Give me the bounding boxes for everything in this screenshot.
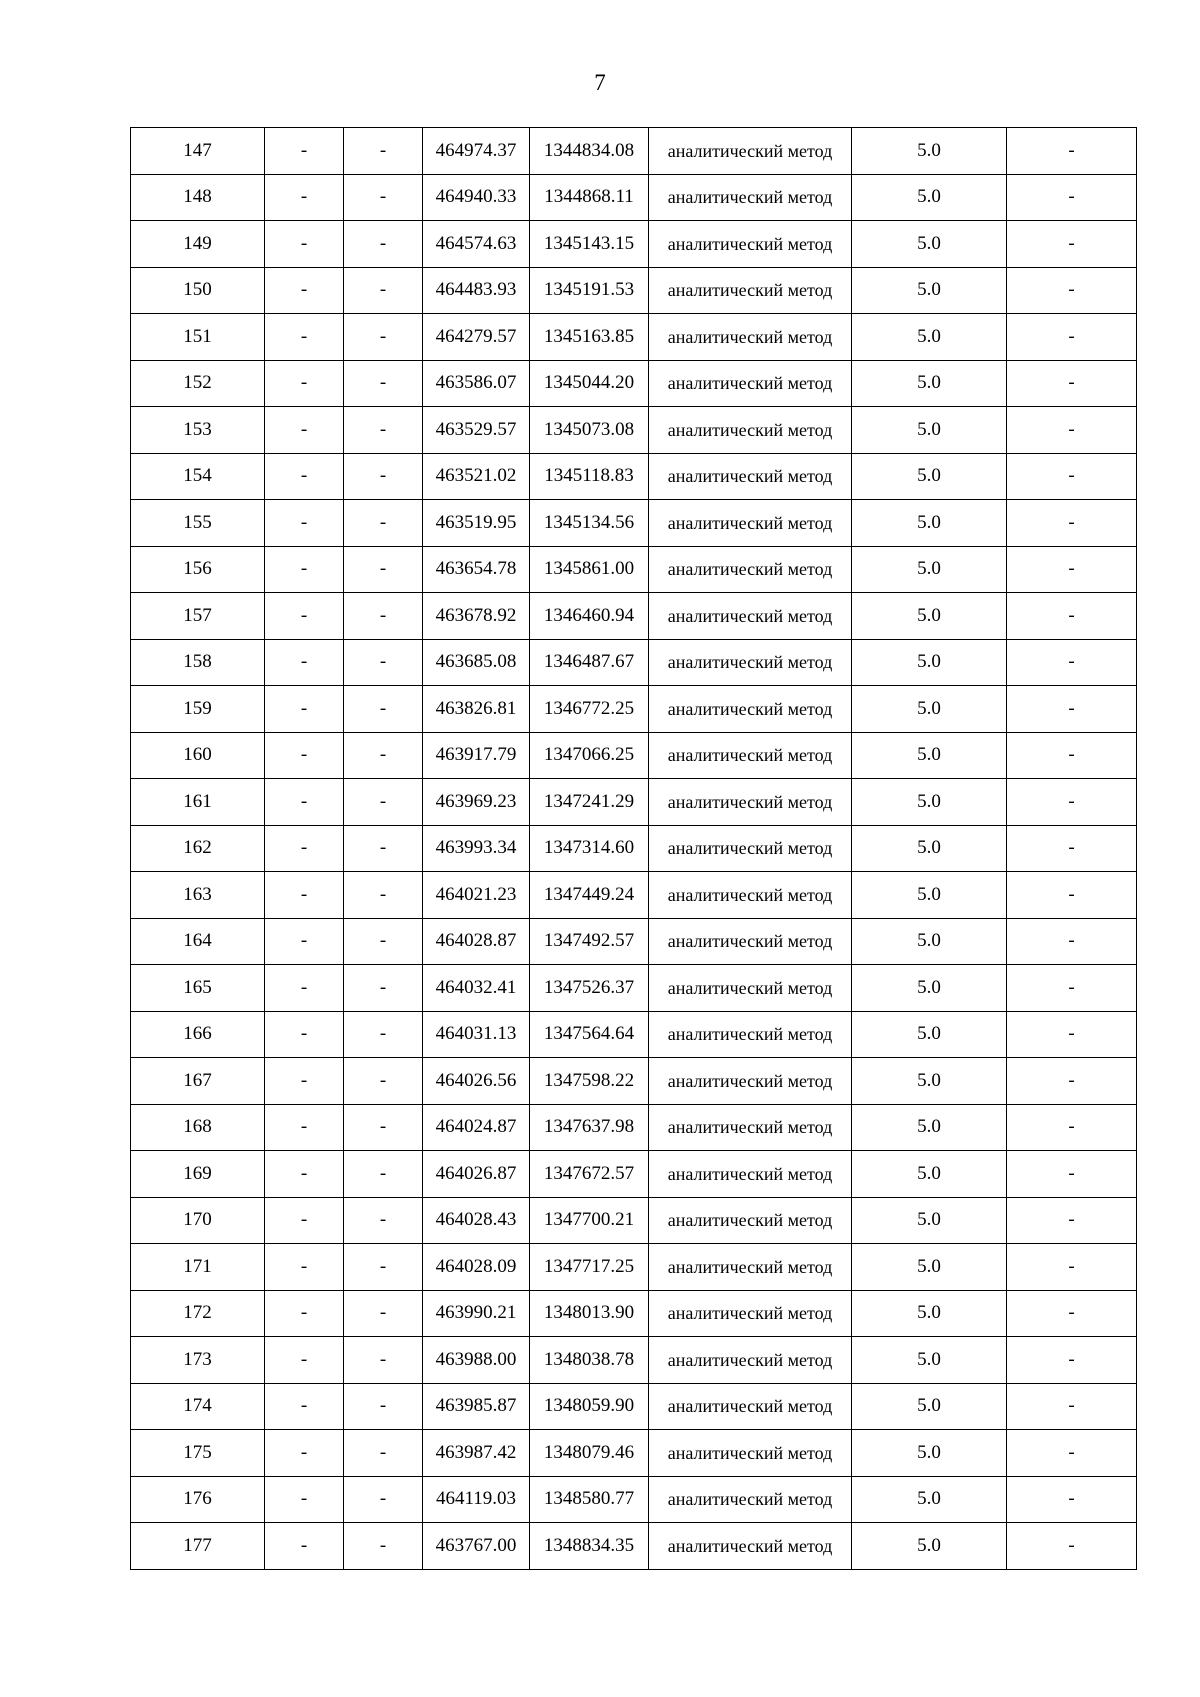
method-cell: аналитический метод (649, 825, 852, 872)
empty-column-2-cell: - (344, 267, 423, 314)
empty-column-2-cell: - (344, 1476, 423, 1523)
accuracy-cell: 5.0 (852, 360, 1007, 407)
empty-column-1-cell: - (265, 453, 344, 500)
y-coordinate-cell: 1345163.85 (530, 314, 649, 361)
y-coordinate-cell: 1345861.00 (530, 546, 649, 593)
empty-column-2-cell: - (344, 546, 423, 593)
empty-column-1-cell: - (265, 1151, 344, 1198)
empty-column-2-cell: - (344, 1058, 423, 1105)
method-cell: аналитический метод (649, 1430, 852, 1477)
table-row (131, 1337, 1137, 1384)
accuracy-cell: 5.0 (852, 639, 1007, 686)
empty-column-1-cell: - (265, 872, 344, 919)
note-cell: - (1007, 1011, 1137, 1058)
accuracy-cell: 5.0 (852, 267, 1007, 314)
point-number-cell: 176 (131, 1476, 265, 1523)
point-number-cell: 159 (131, 686, 265, 733)
method-cell: аналитический метод (649, 639, 852, 686)
table-row (131, 546, 1137, 593)
y-coordinate-cell: 1345073.08 (530, 407, 649, 454)
y-coordinate-cell: 1347564.64 (530, 1011, 649, 1058)
method-cell: аналитический метод (649, 267, 852, 314)
empty-column-2-cell: - (344, 779, 423, 826)
y-coordinate-cell: 1347526.37 (530, 965, 649, 1012)
point-number-cell: 177 (131, 1523, 265, 1570)
table-row (131, 686, 1137, 733)
point-number-cell: 151 (131, 314, 265, 361)
accuracy-cell: 5.0 (852, 1383, 1007, 1430)
empty-column-2-cell: - (344, 174, 423, 221)
table-row (131, 360, 1137, 407)
x-coordinate-cell: 464028.09 (423, 1244, 530, 1291)
point-number-cell: 170 (131, 1197, 265, 1244)
empty-column-1-cell: - (265, 1197, 344, 1244)
method-cell: аналитический метод (649, 1337, 852, 1384)
x-coordinate-cell: 463654.78 (423, 546, 530, 593)
table-row (131, 1197, 1137, 1244)
method-cell: аналитический метод (649, 593, 852, 640)
note-cell: - (1007, 1383, 1137, 1430)
method-cell: аналитический метод (649, 732, 852, 779)
y-coordinate-cell: 1347717.25 (530, 1244, 649, 1291)
note-cell: - (1007, 732, 1137, 779)
point-number-cell: 171 (131, 1244, 265, 1291)
table-row (131, 1383, 1137, 1430)
coordinates-table (130, 127, 1137, 1570)
point-number-cell: 155 (131, 500, 265, 547)
empty-column-1-cell: - (265, 1058, 344, 1105)
table-row (131, 1058, 1137, 1105)
empty-column-2-cell: - (344, 1337, 423, 1384)
method-cell: аналитический метод (649, 314, 852, 361)
point-number-cell: 162 (131, 825, 265, 872)
y-coordinate-cell: 1347449.24 (530, 872, 649, 919)
note-cell: - (1007, 1523, 1137, 1570)
method-cell: аналитический метод (649, 1476, 852, 1523)
empty-column-2-cell: - (344, 453, 423, 500)
point-number-cell: 164 (131, 918, 265, 965)
y-coordinate-cell: 1344868.11 (530, 174, 649, 221)
y-coordinate-cell: 1348580.77 (530, 1476, 649, 1523)
x-coordinate-cell: 463519.95 (423, 500, 530, 547)
empty-column-2-cell: - (344, 1104, 423, 1151)
x-coordinate-cell: 464574.63 (423, 221, 530, 268)
method-cell: аналитический метод (649, 1290, 852, 1337)
accuracy-cell: 5.0 (852, 1151, 1007, 1198)
note-cell: - (1007, 314, 1137, 361)
method-cell: аналитический метод (649, 1197, 852, 1244)
empty-column-1-cell: - (265, 825, 344, 872)
accuracy-cell: 5.0 (852, 1197, 1007, 1244)
table-row (131, 1430, 1137, 1477)
empty-column-1-cell: - (265, 407, 344, 454)
note-cell: - (1007, 872, 1137, 919)
note-cell: - (1007, 1197, 1137, 1244)
accuracy-cell: 5.0 (852, 1290, 1007, 1337)
note-cell: - (1007, 1244, 1137, 1291)
point-number-cell: 158 (131, 639, 265, 686)
note-cell: - (1007, 221, 1137, 268)
note-cell: - (1007, 174, 1137, 221)
empty-column-1-cell: - (265, 1244, 344, 1291)
table-row (131, 1290, 1137, 1337)
x-coordinate-cell: 464974.37 (423, 128, 530, 175)
accuracy-cell: 5.0 (852, 779, 1007, 826)
note-cell: - (1007, 453, 1137, 500)
table-row (131, 221, 1137, 268)
x-coordinate-cell: 463969.23 (423, 779, 530, 826)
note-cell: - (1007, 360, 1137, 407)
point-number-cell: 173 (131, 1337, 265, 1384)
point-number-cell: 153 (131, 407, 265, 454)
accuracy-cell: 5.0 (852, 1476, 1007, 1523)
note-cell: - (1007, 128, 1137, 175)
empty-column-1-cell: - (265, 639, 344, 686)
accuracy-cell: 5.0 (852, 1244, 1007, 1291)
y-coordinate-cell: 1347492.57 (530, 918, 649, 965)
note-cell: - (1007, 407, 1137, 454)
x-coordinate-cell: 463685.08 (423, 639, 530, 686)
table-row (131, 918, 1137, 965)
empty-column-2-cell: - (344, 686, 423, 733)
table-row (131, 1104, 1137, 1151)
empty-column-1-cell: - (265, 1430, 344, 1477)
method-cell: аналитический метод (649, 221, 852, 268)
accuracy-cell: 5.0 (852, 174, 1007, 221)
empty-column-1-cell: - (265, 779, 344, 826)
note-cell: - (1007, 267, 1137, 314)
x-coordinate-cell: 464021.23 (423, 872, 530, 919)
y-coordinate-cell: 1347314.60 (530, 825, 649, 872)
accuracy-cell: 5.0 (852, 314, 1007, 361)
accuracy-cell: 5.0 (852, 593, 1007, 640)
method-cell: аналитический метод (649, 1011, 852, 1058)
table-row (131, 314, 1137, 361)
method-cell: аналитический метод (649, 174, 852, 221)
y-coordinate-cell: 1345118.83 (530, 453, 649, 500)
method-cell: аналитический метод (649, 686, 852, 733)
point-number-cell: 154 (131, 453, 265, 500)
method-cell: аналитический метод (649, 965, 852, 1012)
method-cell: аналитический метод (649, 128, 852, 175)
empty-column-1-cell: - (265, 500, 344, 547)
note-cell: - (1007, 1290, 1137, 1337)
empty-column-1-cell: - (265, 1011, 344, 1058)
note-cell: - (1007, 593, 1137, 640)
empty-column-1-cell: - (265, 1337, 344, 1384)
y-coordinate-cell: 1347637.98 (530, 1104, 649, 1151)
empty-column-2-cell: - (344, 593, 423, 640)
method-cell: аналитический метод (649, 1104, 852, 1151)
method-cell: аналитический метод (649, 918, 852, 965)
empty-column-2-cell: - (344, 1197, 423, 1244)
y-coordinate-cell: 1345191.53 (530, 267, 649, 314)
x-coordinate-cell: 464024.87 (423, 1104, 530, 1151)
empty-column-2-cell: - (344, 500, 423, 547)
table-row (131, 732, 1137, 779)
x-coordinate-cell: 463521.02 (423, 453, 530, 500)
empty-column-1-cell: - (265, 1476, 344, 1523)
note-cell: - (1007, 546, 1137, 593)
accuracy-cell: 5.0 (852, 453, 1007, 500)
x-coordinate-cell: 463987.42 (423, 1430, 530, 1477)
table-row (131, 1476, 1137, 1523)
empty-column-2-cell: - (344, 825, 423, 872)
note-cell: - (1007, 779, 1137, 826)
point-number-cell: 160 (131, 732, 265, 779)
empty-column-1-cell: - (265, 221, 344, 268)
empty-column-2-cell: - (344, 918, 423, 965)
empty-column-2-cell: - (344, 1430, 423, 1477)
point-number-cell: 161 (131, 779, 265, 826)
y-coordinate-cell: 1348013.90 (530, 1290, 649, 1337)
y-coordinate-cell: 1345134.56 (530, 500, 649, 547)
accuracy-cell: 5.0 (852, 221, 1007, 268)
empty-column-1-cell: - (265, 965, 344, 1012)
empty-column-2-cell: - (344, 221, 423, 268)
accuracy-cell: 5.0 (852, 872, 1007, 919)
method-cell: аналитический метод (649, 1383, 852, 1430)
empty-column-1-cell: - (265, 360, 344, 407)
x-coordinate-cell: 463586.07 (423, 360, 530, 407)
method-cell: аналитический метод (649, 1058, 852, 1105)
y-coordinate-cell: 1348079.46 (530, 1430, 649, 1477)
accuracy-cell: 5.0 (852, 1104, 1007, 1151)
empty-column-1-cell: - (265, 128, 344, 175)
x-coordinate-cell: 464028.43 (423, 1197, 530, 1244)
point-number-cell: 167 (131, 1058, 265, 1105)
accuracy-cell: 5.0 (852, 1058, 1007, 1105)
empty-column-2-cell: - (344, 1290, 423, 1337)
point-number-cell: 165 (131, 965, 265, 1012)
point-number-cell: 148 (131, 174, 265, 221)
y-coordinate-cell: 1347066.25 (530, 732, 649, 779)
note-cell: - (1007, 639, 1137, 686)
table-row (131, 407, 1137, 454)
empty-column-1-cell: - (265, 1383, 344, 1430)
method-cell: аналитический метод (649, 500, 852, 547)
point-number-cell: 172 (131, 1290, 265, 1337)
x-coordinate-cell: 464026.56 (423, 1058, 530, 1105)
note-cell: - (1007, 686, 1137, 733)
method-cell: аналитический метод (649, 1151, 852, 1198)
table-row (131, 500, 1137, 547)
method-cell: аналитический метод (649, 1244, 852, 1291)
point-number-cell: 175 (131, 1430, 265, 1477)
x-coordinate-cell: 463985.87 (423, 1383, 530, 1430)
empty-column-1-cell: - (265, 1523, 344, 1570)
accuracy-cell: 5.0 (852, 407, 1007, 454)
x-coordinate-cell: 463988.00 (423, 1337, 530, 1384)
note-cell: - (1007, 1104, 1137, 1151)
x-coordinate-cell: 463993.34 (423, 825, 530, 872)
empty-column-1-cell: - (265, 546, 344, 593)
y-coordinate-cell: 1345143.15 (530, 221, 649, 268)
x-coordinate-cell: 463767.00 (423, 1523, 530, 1570)
empty-column-2-cell: - (344, 360, 423, 407)
note-cell: - (1007, 965, 1137, 1012)
empty-column-2-cell: - (344, 639, 423, 686)
x-coordinate-cell: 464032.41 (423, 965, 530, 1012)
table-body (131, 128, 1137, 1570)
table-row (131, 128, 1137, 175)
y-coordinate-cell: 1347672.57 (530, 1151, 649, 1198)
table-row (131, 593, 1137, 640)
y-coordinate-cell: 1347241.29 (530, 779, 649, 826)
point-number-cell: 157 (131, 593, 265, 640)
note-cell: - (1007, 500, 1137, 547)
table-row (131, 1011, 1137, 1058)
point-number-cell: 152 (131, 360, 265, 407)
empty-column-2-cell: - (344, 1383, 423, 1430)
method-cell: аналитический метод (649, 1523, 852, 1570)
x-coordinate-cell: 463678.92 (423, 593, 530, 640)
empty-column-2-cell: - (344, 1011, 423, 1058)
y-coordinate-cell: 1348038.78 (530, 1337, 649, 1384)
accuracy-cell: 5.0 (852, 128, 1007, 175)
x-coordinate-cell: 464026.87 (423, 1151, 530, 1198)
note-cell: - (1007, 1337, 1137, 1384)
accuracy-cell: 5.0 (852, 500, 1007, 547)
y-coordinate-cell: 1348834.35 (530, 1523, 649, 1570)
x-coordinate-cell: 463826.81 (423, 686, 530, 733)
y-coordinate-cell: 1346460.94 (530, 593, 649, 640)
y-coordinate-cell: 1348059.90 (530, 1383, 649, 1430)
x-coordinate-cell: 464028.87 (423, 918, 530, 965)
method-cell: аналитический метод (649, 872, 852, 919)
method-cell: аналитический метод (649, 407, 852, 454)
x-coordinate-cell: 464031.13 (423, 1011, 530, 1058)
y-coordinate-cell: 1347700.21 (530, 1197, 649, 1244)
y-coordinate-cell: 1345044.20 (530, 360, 649, 407)
method-cell: аналитический метод (649, 779, 852, 826)
empty-column-2-cell: - (344, 965, 423, 1012)
y-coordinate-cell: 1346487.67 (530, 639, 649, 686)
empty-column-2-cell: - (344, 128, 423, 175)
point-number-cell: 149 (131, 221, 265, 268)
empty-column-2-cell: - (344, 872, 423, 919)
empty-column-1-cell: - (265, 1290, 344, 1337)
empty-column-1-cell: - (265, 174, 344, 221)
table-row (131, 1244, 1137, 1291)
y-coordinate-cell: 1347598.22 (530, 1058, 649, 1105)
accuracy-cell: 5.0 (852, 1523, 1007, 1570)
empty-column-1-cell: - (265, 593, 344, 640)
empty-column-2-cell: - (344, 732, 423, 779)
x-coordinate-cell: 464483.93 (423, 267, 530, 314)
page-number: 7 (594, 70, 606, 95)
accuracy-cell: 5.0 (852, 965, 1007, 1012)
point-number-cell: 168 (131, 1104, 265, 1151)
point-number-cell: 174 (131, 1383, 265, 1430)
x-coordinate-cell: 463529.57 (423, 407, 530, 454)
table-row (131, 1151, 1137, 1198)
empty-column-1-cell: - (265, 267, 344, 314)
note-cell: - (1007, 1151, 1137, 1198)
empty-column-1-cell: - (265, 686, 344, 733)
empty-column-2-cell: - (344, 1244, 423, 1291)
x-coordinate-cell: 463990.21 (423, 1290, 530, 1337)
empty-column-2-cell: - (344, 314, 423, 361)
method-cell: аналитический метод (649, 453, 852, 500)
table-row (131, 872, 1137, 919)
table-row (131, 639, 1137, 686)
method-cell: аналитический метод (649, 546, 852, 593)
point-number-cell: 166 (131, 1011, 265, 1058)
empty-column-2-cell: - (344, 1151, 423, 1198)
empty-column-1-cell: - (265, 918, 344, 965)
accuracy-cell: 5.0 (852, 1011, 1007, 1058)
empty-column-2-cell: - (344, 407, 423, 454)
accuracy-cell: 5.0 (852, 918, 1007, 965)
accuracy-cell: 5.0 (852, 1337, 1007, 1384)
point-number-cell: 163 (131, 872, 265, 919)
accuracy-cell: 5.0 (852, 546, 1007, 593)
x-coordinate-cell: 463917.79 (423, 732, 530, 779)
empty-column-1-cell: - (265, 1104, 344, 1151)
accuracy-cell: 5.0 (852, 732, 1007, 779)
point-number-cell: 169 (131, 1151, 265, 1198)
empty-column-1-cell: - (265, 314, 344, 361)
table-row (131, 779, 1137, 826)
accuracy-cell: 5.0 (852, 825, 1007, 872)
table-row (131, 267, 1137, 314)
method-cell: аналитический метод (649, 360, 852, 407)
note-cell: - (1007, 1476, 1137, 1523)
empty-column-2-cell: - (344, 1523, 423, 1570)
accuracy-cell: 5.0 (852, 686, 1007, 733)
table-row (131, 174, 1137, 221)
note-cell: - (1007, 1430, 1137, 1477)
point-number-cell: 150 (131, 267, 265, 314)
x-coordinate-cell: 464279.57 (423, 314, 530, 361)
accuracy-cell: 5.0 (852, 1430, 1007, 1477)
y-coordinate-cell: 1346772.25 (530, 686, 649, 733)
table-row (131, 453, 1137, 500)
table-row (131, 965, 1137, 1012)
note-cell: - (1007, 1058, 1137, 1105)
point-number-cell: 147 (131, 128, 265, 175)
point-number-cell: 156 (131, 546, 265, 593)
note-cell: - (1007, 825, 1137, 872)
note-cell: - (1007, 918, 1137, 965)
x-coordinate-cell: 464940.33 (423, 174, 530, 221)
table-row (131, 825, 1137, 872)
empty-column-1-cell: - (265, 732, 344, 779)
y-coordinate-cell: 1344834.08 (530, 128, 649, 175)
x-coordinate-cell: 464119.03 (423, 1476, 530, 1523)
table-row (131, 1523, 1137, 1570)
